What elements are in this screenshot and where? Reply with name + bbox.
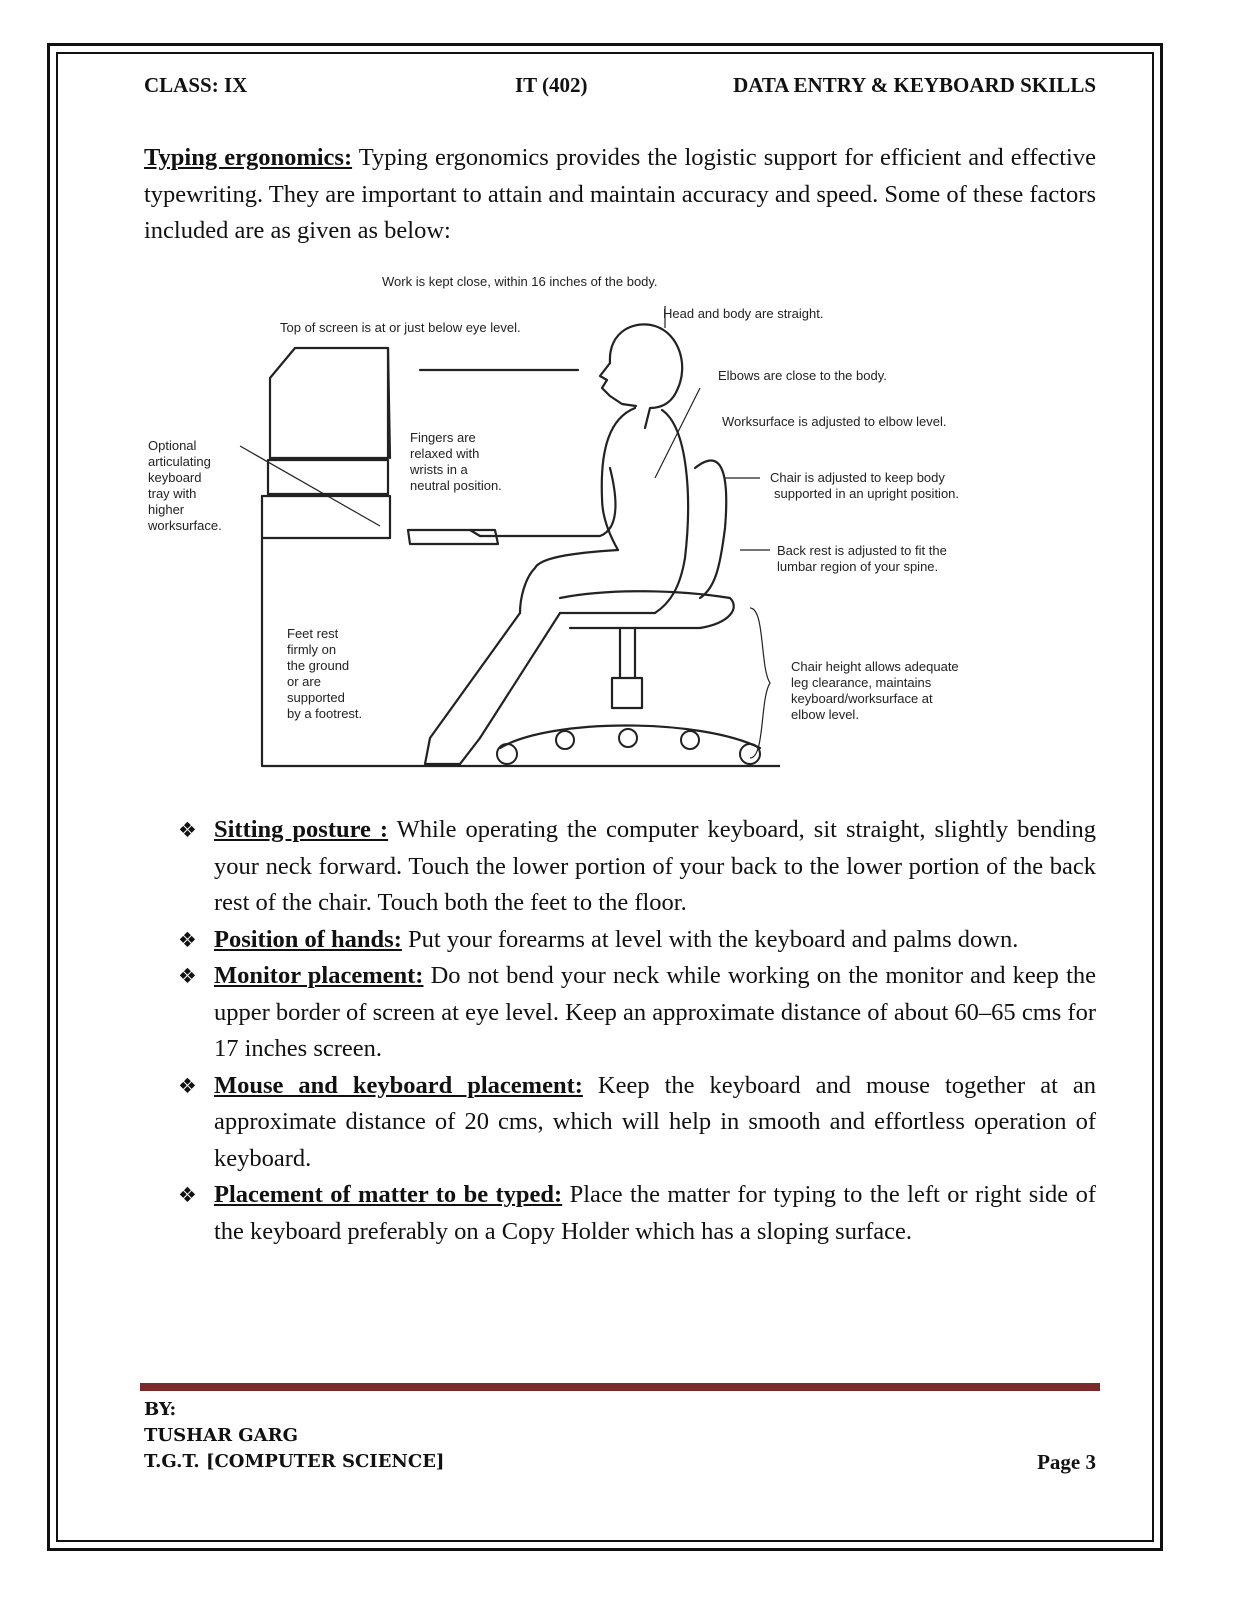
label-feet-3: the ground [287, 658, 350, 673]
caster-5 [740, 744, 760, 764]
monitor-shape [270, 348, 388, 458]
label-fingers-4: neutral position. [410, 478, 502, 493]
page-footer [144, 1397, 1096, 1475]
bullet-diamond-icon: ❖ [178, 1073, 197, 1098]
label-feet-2: firmly on [287, 642, 337, 657]
bullet-item [178, 812, 1096, 922]
label-chair-height-1: Chair height allows adequate [791, 659, 959, 674]
monitor-base [268, 460, 388, 494]
footer-by: BY: [144, 1399, 177, 1420]
chair-pole [612, 628, 642, 708]
torso-back [655, 410, 688, 613]
subject-code: IT (402) [515, 73, 588, 97]
label-feet-5: supported [287, 690, 345, 705]
footer-designation: T.G.T. [COMPUTER SCIENCE] [144, 1451, 445, 1472]
bullet-text: Place the matter for typing to the left or right side of the keyboard preferably on a Copy Holder which has a sloping surface. [214, 1181, 1096, 1245]
bullet-item [178, 1177, 1096, 1250]
caster-4 [681, 731, 699, 749]
bullet-diamond-icon: ❖ [178, 1183, 197, 1207]
bullet-term: Monitor placement: [214, 962, 424, 989]
label-elbows: Elbows are close to the body. [718, 368, 887, 383]
intro-paragraph [144, 140, 1096, 250]
label-optional-3: keyboard [148, 470, 202, 485]
lower-leg [425, 613, 520, 764]
label-chair-height-3: keyboard/worksurface at [791, 691, 933, 706]
bullet-term: Mouse and keyboard placement: [214, 1071, 583, 1099]
label-fingers-1: Fingers are [410, 430, 476, 445]
thigh-top [520, 550, 618, 613]
page-number: Page 3 [1037, 1450, 1096, 1474]
label-chair-height-2: leg clearance, maintains [791, 675, 932, 690]
ergonomics-bullet-list [178, 812, 1096, 1250]
bullet-diamond-icon: ❖ [178, 927, 197, 952]
label-chair-height-4: elbow level. [791, 707, 859, 722]
label-backrest-2: lumbar region of your spine. [777, 559, 939, 574]
label-optional-6: worksurface. [148, 518, 222, 533]
desk-top [262, 496, 390, 538]
label-top-screen: Top of screen is at or just below eye level. [280, 320, 521, 335]
torso-front [602, 408, 635, 550]
bullet-item [178, 922, 1096, 959]
label-chair-adjusted-2: supported in an upright position. [774, 486, 960, 501]
label-feet-6: by a footrest. [287, 706, 363, 721]
bullet-text: Do not bend your neck while working on the monitor and keep the upper border of screen at eye level. Keep an approximate distance of about 60–65 cms for 17 inches screen. [214, 962, 1096, 1062]
bullet-diamond-icon: ❖ [178, 964, 197, 988]
bullet-diamond-icon: ❖ [178, 818, 197, 842]
face-profile [600, 363, 636, 406]
page-header [144, 73, 1096, 101]
caster-2 [556, 731, 574, 749]
bullet-term: Position of hands: [214, 925, 402, 953]
intro-lead: Typing ergonomics: [144, 144, 353, 171]
chair-back [695, 461, 726, 599]
bullet-item [178, 958, 1096, 1068]
label-feet-4: or are [287, 674, 321, 689]
footer-author: TUSHAR GARG [144, 1425, 298, 1446]
class-label: CLASS: IX [144, 73, 248, 97]
label-optional-2: articulating [148, 454, 211, 469]
bullet-text: Put your forearms at level with the keyboard and palms down. [401, 925, 1019, 953]
bullet-term: Sitting posture : [214, 816, 389, 843]
label-backrest-1: Back rest is adjusted to fit the [777, 543, 947, 558]
bullet-item [178, 1068, 1096, 1178]
label-fingers-2: relaxed with [410, 446, 480, 461]
shin [480, 613, 560, 738]
label-optional-1: Optional [148, 438, 197, 453]
label-worksurface: Worksurface is adjusted to elbow level. [722, 414, 947, 429]
caster-3 [619, 729, 637, 747]
label-feet-1: Feet rest [287, 626, 339, 641]
label-head-body: Head and body are straight. [663, 306, 824, 321]
chair-seat [560, 591, 734, 628]
bullet-text: Keep the keyboard and mouse together at an approximate distance of 20 cms, which will help in smooth and effortless operation of keyboard. [214, 1071, 1096, 1172]
head-back [610, 324, 682, 428]
ergonomics-diagram [140, 268, 1020, 780]
label-optional-5: higher [148, 502, 185, 517]
leader-elbows [655, 388, 700, 478]
bullet-text: While operating the computer keyboard, sit straight, slightly bending your neck forward. Touch the lower portion of your back to the lower portion of the back rest of the chair. Touch both the feet to the floor. [214, 816, 1097, 916]
intro-text: Typing ergonomics provides the logistic support for efficient and effective typewriting. They are important to attain and maintain accuracy and speed. Some of these factors included are as given as below: [144, 144, 1096, 244]
label-work-close: Work is kept close, within 16 inches of the body. [382, 274, 658, 289]
footer-rule [140, 1383, 1100, 1391]
label-chair-adjusted-1: Chair is adjusted to keep body [770, 470, 945, 485]
label-optional-4: tray with [148, 486, 197, 501]
bullet-term: Placement of matter to be typed: [214, 1181, 563, 1208]
leader-height [750, 608, 770, 758]
label-fingers-3: wrists in a [410, 462, 468, 477]
ergonomics-illustration [140, 268, 1020, 780]
caster-1 [497, 744, 517, 764]
subject-title: DATA ENTRY & KEYBOARD SKILLS [733, 73, 1096, 97]
